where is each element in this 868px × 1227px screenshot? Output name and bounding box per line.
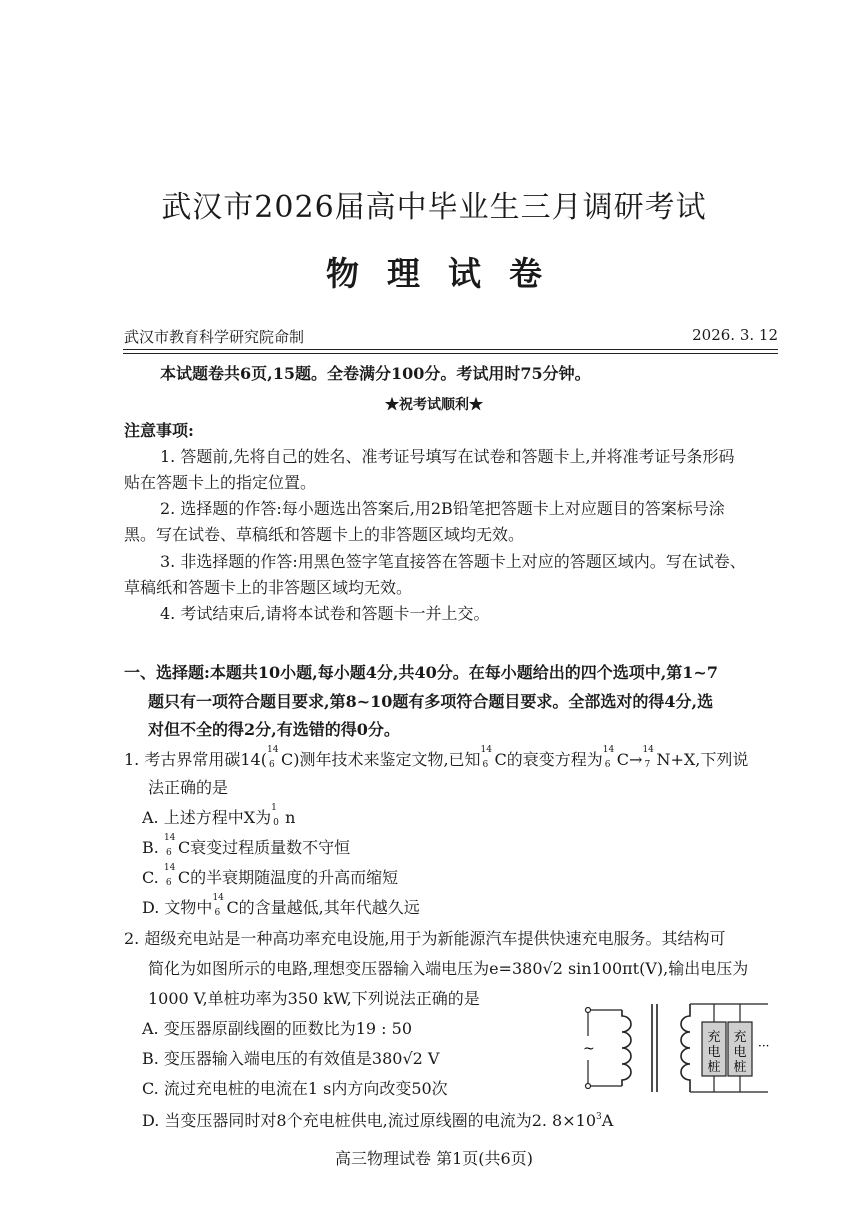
q1-text: 1. 考古界常用碳14(: [124, 750, 267, 769]
nuclide-c14: 14 6: [212, 893, 224, 918]
nuclide-c14: 14 6: [480, 745, 492, 770]
section-heading-cont: 对但不全的得2分,有选错的得0分。: [148, 720, 400, 739]
page-footer: 高三物理试卷 第1页(共6页): [335, 1149, 533, 1168]
more-piles-ellipsis: ···: [758, 1039, 770, 1053]
note-line: 2. 选择题的作答:每小题选出答案后,用2B铅笔把答题卡上对应题目的答案标号涂: [160, 499, 725, 518]
exam-summary: 本试题卷共6页,15题。全卷满分100分。考试用时75分钟。: [160, 364, 591, 383]
q2-option-a: A. 变压器原副线圈的匝数比为19 : 50: [142, 1019, 413, 1038]
nuclide-n14: 14 7: [642, 745, 654, 770]
charging-pile-1-label: 充电桩: [707, 1030, 721, 1075]
exam-title: 武汉市2026届高中毕业生三月调研考试: [161, 190, 707, 225]
q2-option-d: D. 当变压器同时对8个充电桩供电,流过原线圈的电流为2. $8\times 10^3A$: [142, 1111, 614, 1130]
subject-title: 物理试卷: [326, 254, 570, 293]
nuclide-c14: 14 6: [266, 745, 279, 770]
nuclide-c14: 14 6: [163, 833, 176, 858]
note-line: 4. 考试结束后,请将本试卷和答题卡一并上交。: [160, 604, 490, 623]
pile1-char: 充: [707, 1030, 721, 1045]
q1-text: C→: [616, 750, 643, 769]
q1-text: C的衰变方程为: [494, 750, 603, 769]
issuer: 武汉市教育科学研究院命制: [124, 328, 305, 346]
primary-coil: [622, 1010, 631, 1086]
input-terminal-top: [586, 1008, 591, 1013]
question-2-stem-cont: 简化为如图所示的电路,理想变压器输入端电压为e=380√2 sin100πt(V),输出电压为: [148, 959, 749, 978]
exam-date: 2026. 3. 12: [692, 326, 778, 344]
nuclide-c14: 14 6: [602, 745, 615, 770]
question-2-stem-cont: 1000 V,单桩功率为350 kW,下列说法正确的是: [148, 989, 480, 1008]
q1-option-b: B. 14 6 C衰变过程质量数不守恒: [142, 833, 351, 858]
nuclide-neutron: 1 0: [271, 803, 279, 828]
notes-heading: 注意事项:: [124, 421, 194, 440]
q1-text: N+X,下列说: [656, 750, 749, 769]
q1-option-a: A. 上述方程中X为 1 0 n: [142, 803, 296, 828]
q1-option-c: C. 14 6 C的半衰期随温度的升高而缩短: [142, 863, 399, 888]
q2-option-c: C. 流过充电桩的电流在1 s内方向改变50次: [142, 1079, 448, 1098]
q1-option-d: D. 文物中 14 6 C的含量越低,其年代越久远: [142, 893, 420, 918]
section-heading-cont: 题只有一项符合题目要求,第8~10题有多项符合题目要求。全部选对的得4分,选: [148, 692, 714, 711]
nuclide-c14: 14 6: [163, 863, 176, 888]
question-1-stem: [124, 745, 749, 770]
note-line: 草稿纸和答题卡上的非答题区域均无效。: [124, 578, 413, 597]
note-line: 黑。写在试卷、草稿纸和答题卡上的非答题区域均无效。: [124, 525, 525, 544]
blessing: ★祝考试顺利★: [385, 397, 483, 413]
header-rule: [123, 349, 778, 350]
ac-source-symbol: ~: [583, 1041, 595, 1057]
q2-option-b: B. 变压器输入端电压的有效值是380√2 V: [142, 1049, 440, 1068]
transformer-circuit-diagram: [582, 1000, 772, 1096]
note-line: 3. 非选择题的作答:用黑色签字笔直接答在答题卡上对应的答题区域内。写在试卷、: [160, 552, 746, 571]
note-line: 1. 答题前,先将自己的姓名、准考证号填写在试卷和答题卡上,并将准考证号条形码: [160, 447, 735, 466]
question-1-stem-cont: 法正确的是: [148, 778, 229, 797]
note-line: 贴在答题卡上的指定位置。: [124, 473, 317, 492]
charging-pile-2-label: 充电桩: [733, 1030, 747, 1075]
question-2-stem: 2. 超级充电站是一种高功率充电设施,用于为新能源汽车提供快速充电服务。其结构可: [124, 929, 726, 948]
input-terminal-bottom: [586, 1084, 591, 1089]
q1-text: C)测年技术来鉴定文物,已知: [280, 750, 481, 769]
header-rule-thin: [123, 353, 778, 354]
secondary-coil: [681, 1004, 690, 1092]
section-heading: 一、选择题:本题共10小题,每小题4分,共40分。在每小题给出的四个选项中,第1~7: [124, 663, 718, 682]
